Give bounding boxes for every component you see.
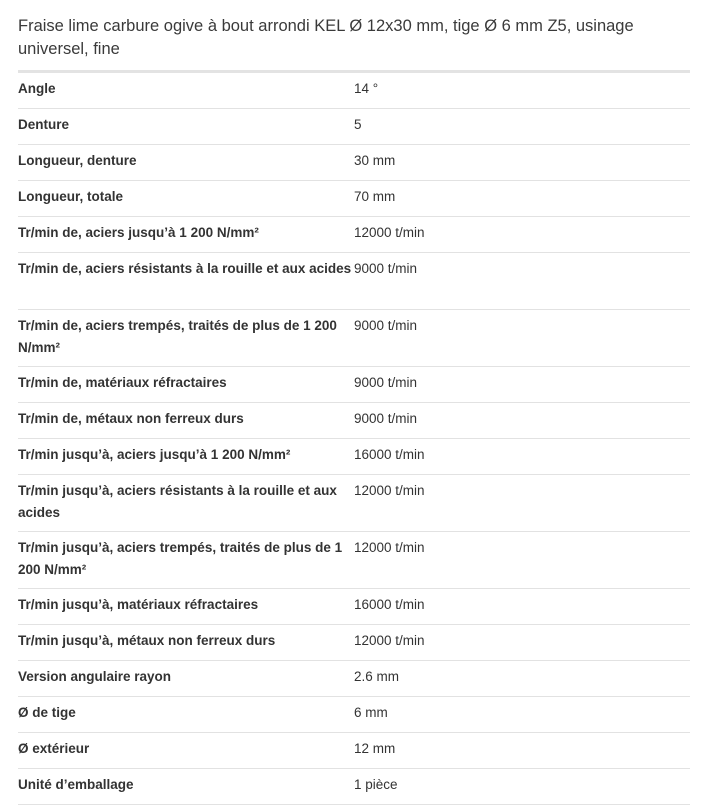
spec-label: Longueur, totale (18, 189, 124, 204)
spec-row-outer-diameter (18, 733, 690, 769)
spec-label: Denture (18, 117, 70, 132)
spec-row-rpm-from-hardened (18, 310, 690, 367)
spec-row-rpm-from-refractory (18, 367, 690, 403)
specs-table (18, 73, 690, 805)
spec-row-rpm-from-nonferrous (18, 403, 690, 439)
spec-value: 70 mm (354, 189, 396, 204)
spec-label: Ø extérieur (18, 741, 90, 756)
spec-value: 12000 t/min (354, 540, 425, 555)
spec-label: Longueur, denture (18, 153, 137, 168)
spec-row-denture (18, 109, 690, 145)
spec-row-rpm-to-steel (18, 439, 690, 475)
spec-row-angle (18, 73, 690, 109)
spec-value: 16000 t/min (354, 597, 425, 612)
spec-label: Tr/min de, métaux non ferreux durs (18, 411, 244, 426)
spec-value: 12 mm (354, 741, 396, 756)
spec-value: 1 pièce (354, 777, 398, 792)
spec-label: Tr/min jusqu’à, métaux non ferreux durs (18, 633, 276, 648)
spec-value: 5 (354, 117, 362, 132)
spec-row-rpm-to-refractory (18, 589, 690, 625)
spec-row-shank-diameter (18, 697, 690, 733)
spec-value: 14 ° (354, 81, 379, 96)
spec-row-rpm-to-hardened (18, 532, 690, 589)
spec-label: Tr/min jusqu’à, aciers trempés, traités de plus de 1 200 N/mm² (18, 540, 343, 577)
spec-label: Ø de tige (18, 705, 76, 720)
spec-label: Tr/min de, matériaux réfractaires (18, 375, 227, 390)
spec-row-rpm-from-steel (18, 217, 690, 253)
product-title: Fraise lime carbure ogive à bout arrondi KEL Ø 12x30 mm, tige Ø 6 mm Z5, usinage universel, fine (18, 17, 634, 58)
spec-row-cutting-length (18, 145, 690, 181)
spec-row-radius (18, 661, 690, 697)
spec-label: Tr/min jusqu’à, matériaux réfractaires (18, 597, 259, 612)
spec-value: 2.6 mm (354, 669, 400, 684)
spec-value: 6 mm (354, 705, 388, 720)
spec-value: 12000 t/min (354, 225, 425, 240)
spec-label: Tr/min de, aciers trempés, traités de plus de 1 200 N/mm² (18, 318, 337, 355)
spec-label: Tr/min de, aciers résistants à la rouille et aux acides (18, 261, 352, 276)
spec-value: 9000 t/min (354, 261, 418, 276)
spec-value: 12000 t/min (354, 633, 425, 648)
spec-value: 9000 t/min (354, 411, 418, 426)
spec-value: 9000 t/min (354, 318, 418, 333)
spec-label: Unité d’emballage (18, 777, 134, 792)
spec-label: Angle (18, 81, 56, 96)
spec-value: 9000 t/min (354, 375, 418, 390)
spec-row-rpm-to-nonferrous (18, 625, 690, 661)
spec-row-rpm-from-stainless (18, 253, 690, 310)
spec-row-total-length (18, 181, 690, 217)
spec-row-packaging-unit (18, 769, 690, 805)
spec-label: Tr/min jusqu’à, aciers résistants à la rouille et aux acides (18, 483, 337, 520)
spec-label: Tr/min jusqu’à, aciers jusqu’à 1 200 N/mm² (18, 447, 291, 462)
spec-label: Version angulaire rayon (18, 669, 172, 684)
spec-value: 30 mm (354, 153, 396, 168)
spec-value: 16000 t/min (354, 447, 425, 462)
spec-label: Tr/min de, aciers jusqu’à 1 200 N/mm² (18, 225, 259, 240)
spec-value: 12000 t/min (354, 483, 425, 498)
spec-row-rpm-to-stainless (18, 475, 690, 532)
